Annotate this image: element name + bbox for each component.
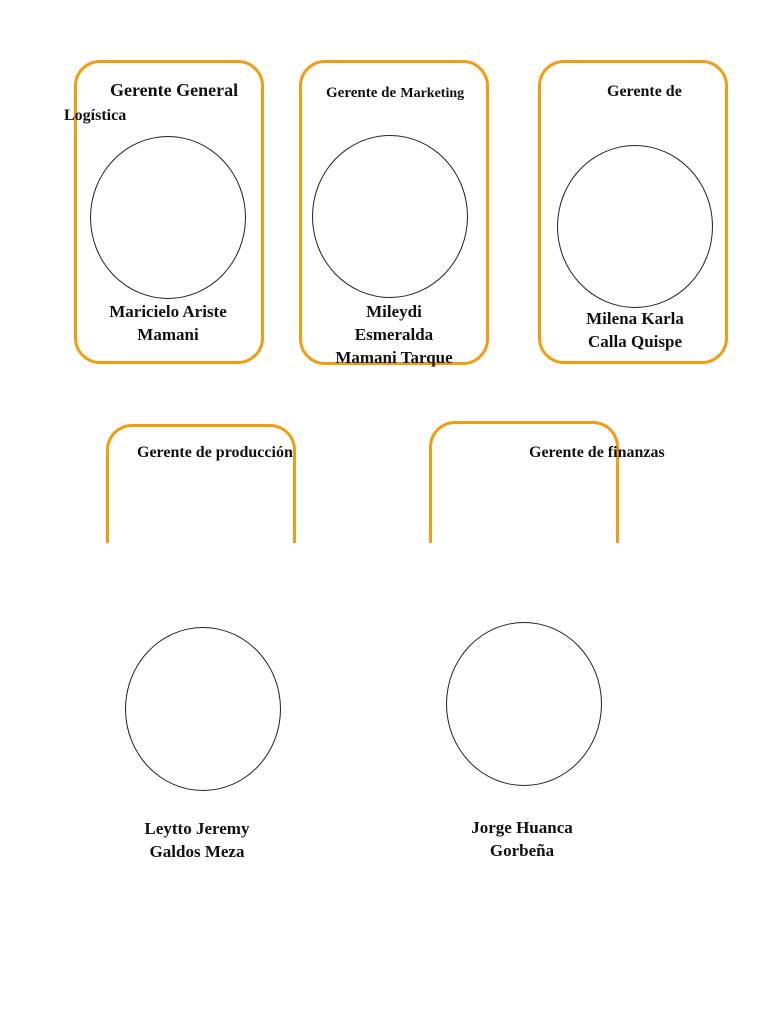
card-5-name-line-1: Jorge Huanca	[471, 818, 573, 837]
photo-placeholder-2	[312, 135, 468, 298]
card-3-title: Gerente de	[607, 83, 682, 100]
card-2-name	[314, 300, 474, 367]
photo-placeholder-5	[446, 622, 602, 786]
card-3-name	[555, 307, 715, 353]
card-4-name-line-2: Galdos Meza	[149, 842, 245, 861]
card-4-title: Gerente de producción	[137, 444, 293, 461]
card-3-name-line-1: Milena Karla	[586, 309, 684, 328]
card-5-name-line-2: Gorbeña	[489, 841, 555, 860]
card-2-title	[326, 80, 488, 105]
card-1-name	[88, 300, 248, 346]
card-2-name-line-1: Mileydi	[366, 302, 422, 321]
photo-placeholder-1	[90, 136, 246, 299]
card-1-name-line-1: Maricielo Ariste	[109, 302, 227, 321]
card-4-name	[117, 817, 277, 863]
card-3-name-line-2: Calla Quispe	[588, 332, 682, 351]
card-2-name-line-3: Mamani Tarque	[335, 348, 453, 367]
card-2-title-a: Gerente de	[326, 85, 397, 101]
card-1-extra-label: Logística	[64, 107, 127, 124]
card-5-name	[442, 816, 602, 862]
card-1-name-line-2: Mamani	[137, 325, 199, 344]
photo-placeholder-3	[557, 145, 713, 308]
photo-placeholder-4	[125, 627, 281, 791]
card-gerente-finanzas	[429, 421, 619, 543]
card-4-name-line-1: Leytto Jeremy	[144, 819, 250, 838]
card-2-title-b: Marketing	[400, 86, 465, 101]
card-2-name-line-2: Esmeralda	[354, 325, 434, 344]
card-5-title: Gerente de finanzas	[529, 444, 665, 461]
card-1-title: Gerente General	[110, 80, 239, 100]
